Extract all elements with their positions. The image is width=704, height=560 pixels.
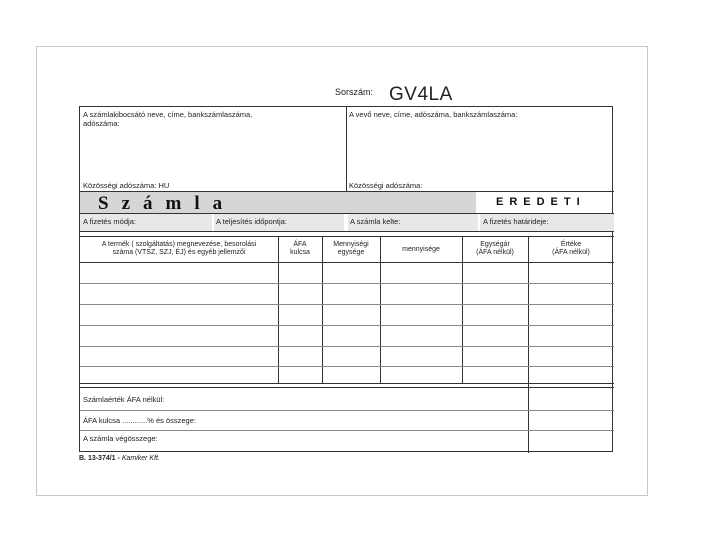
table-top-line [80, 236, 614, 237]
serial-number-label: Sorszám: [335, 87, 374, 97]
th-vat-line1: ÁFA [293, 241, 307, 248]
table-bottom-line [80, 383, 614, 384]
seller-label-line1: A számlakibocsátó neve, címe, bankszámlaszáma, [83, 110, 253, 119]
totals-row-line [80, 410, 614, 411]
invoice-date-label: A számla kelte: [350, 217, 401, 226]
buyer-eu-tax-label: Közösségi adószáma: [349, 181, 423, 190]
col-line-vat [278, 236, 279, 383]
totals-row-line [80, 430, 614, 431]
th-unit-price-line2: (ÁFA nélkül) [476, 249, 514, 256]
invoice-title: Számla [98, 193, 236, 214]
form-code-number: B. 13-374/1 - [79, 455, 120, 462]
table-row [80, 346, 614, 347]
th-unit-line2: egysége [337, 249, 365, 256]
seller-eu-tax-label: Közösségi adószáma: HU [83, 181, 170, 190]
th-value-line2: (ÁFA nélkül) [552, 249, 590, 256]
th-value-line1: Értéke [560, 241, 582, 248]
table-row [80, 283, 614, 284]
col-line-unit [322, 236, 323, 383]
th-unit-line1: Mennyiségi [333, 241, 369, 248]
payment-bottom-line [80, 231, 614, 232]
invoice-form [79, 106, 613, 452]
serial-number-value: GV4LA [389, 84, 453, 105]
net-value-label: Számlaérték ÁFA nélkül: [83, 395, 165, 404]
table-row [80, 304, 614, 305]
th-quantity: mennyisége [402, 246, 440, 253]
col-line-value [528, 236, 529, 453]
table-row [80, 325, 614, 326]
table-header-bottom [80, 262, 614, 263]
col-line-unit-price [462, 236, 463, 383]
th-product-line1: A termék ( szolgáltatás) megnevezése, besorolási [101, 241, 257, 248]
buyer-label: A vevő neve, címe, adószáma, bankszámlaszáma: [349, 110, 518, 119]
gross-total-label: A számla végösszege: [83, 434, 158, 443]
form-code [79, 455, 160, 462]
publisher-name: Kamiker Kft. [121, 455, 160, 462]
totals-top-line [80, 387, 614, 388]
payment-method-label: A fizetés módja: [83, 217, 136, 226]
original-copy-label: EREDETI [496, 196, 586, 208]
due-date-label: A fizetés határideje: [483, 217, 549, 226]
col-line-qty [380, 236, 381, 383]
th-vat-line2: kulcsa [290, 249, 310, 256]
parties-divider [346, 107, 347, 192]
vat-rate-label: ÁFA kulcsa ............% és összege: [83, 416, 196, 425]
th-unit-price-line1: Egységár [480, 241, 510, 248]
fulfilment-date-label: A teljesítés időpontja: [216, 217, 287, 226]
table-row [80, 366, 614, 367]
seller-label-line2: adószáma: [83, 119, 120, 128]
th-product-line2: száma (VTSZ, SZJ, ÉJ) és egyéb jellemzői [112, 249, 246, 256]
